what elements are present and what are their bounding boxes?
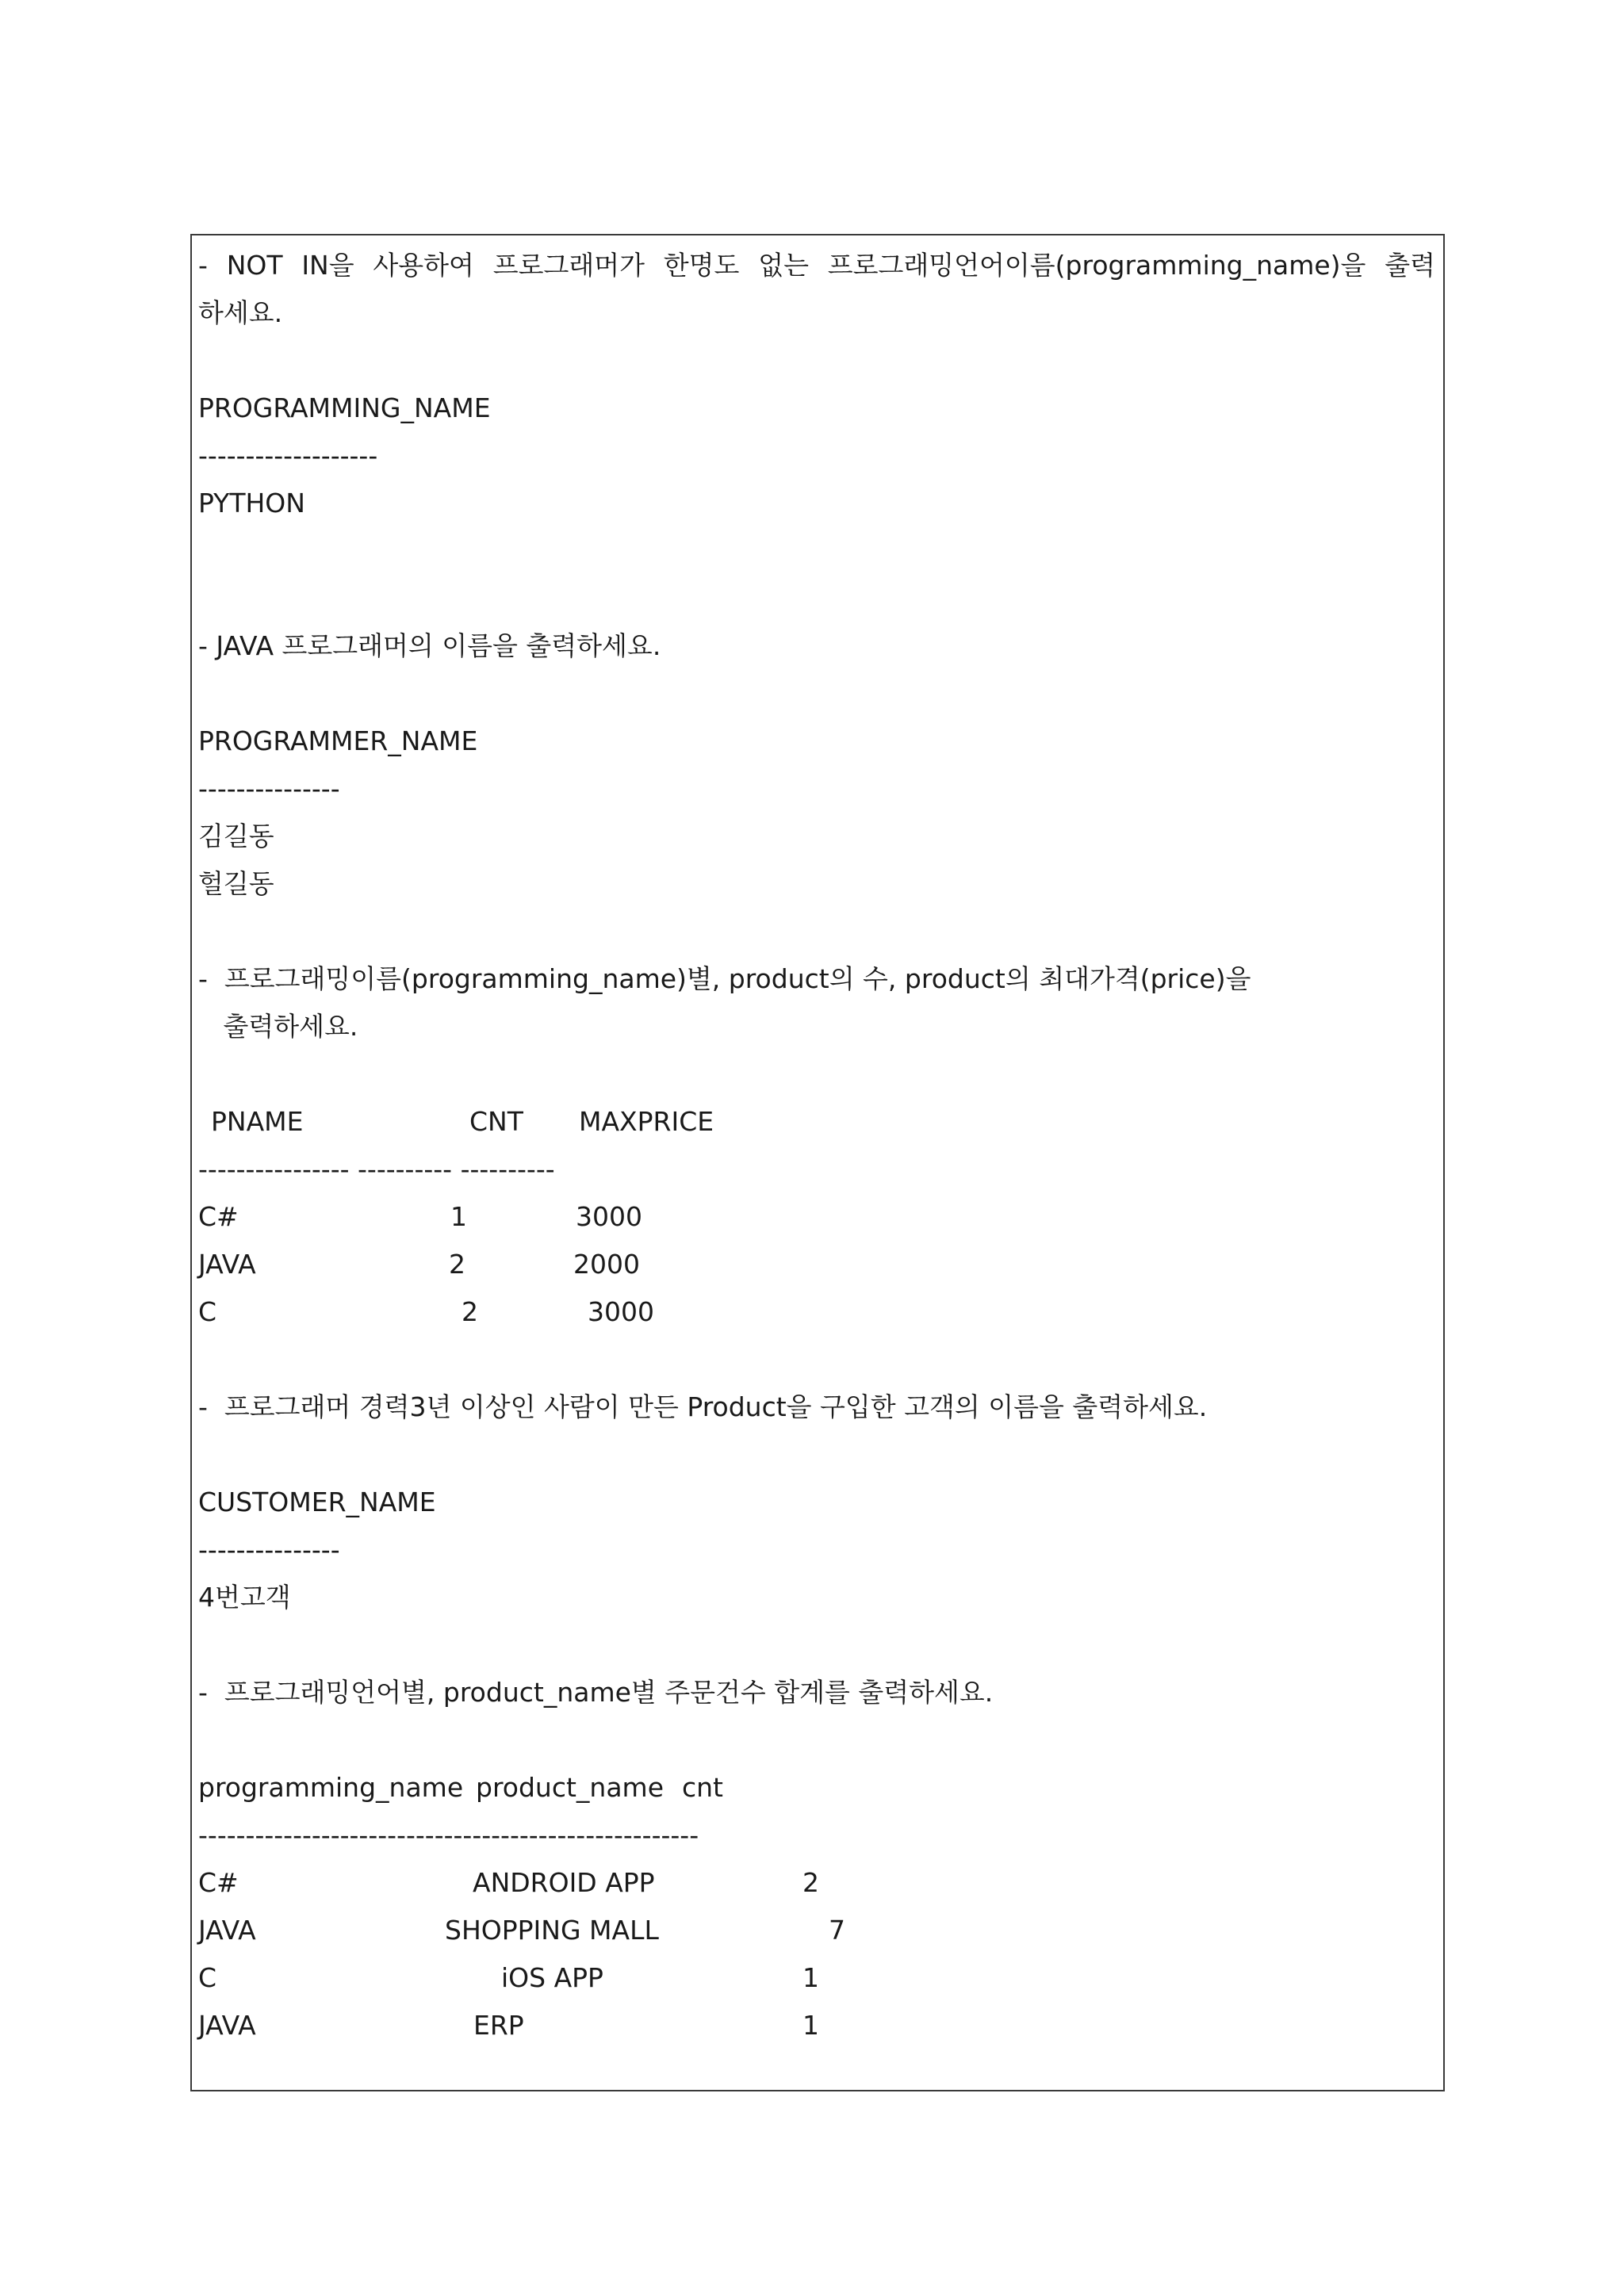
- question-3-cont: 출력하세요.: [198, 1011, 358, 1042]
- table-cell-pname: C: [198, 1296, 217, 1327]
- question-5: - 프로그래밍언어별, product_name별 주문건수 합계를 출력하세요.: [198, 1677, 994, 1708]
- table-cell-programming-name: C#: [198, 1867, 239, 1898]
- result-2-row: 김길동: [198, 821, 274, 851]
- question-1-cont: 하세요.: [198, 297, 283, 328]
- result-5-header-programming-name: programming_name: [198, 1772, 464, 1803]
- result-2-row: 헐길동: [198, 868, 274, 899]
- table-cell-maxprice: 2000: [573, 1249, 640, 1280]
- table-cell-cnt: 1: [450, 1201, 467, 1232]
- result-4-row: 4번고객: [198, 1582, 291, 1613]
- question-2: - JAVA 프로그래머의 이름을 출력하세요.: [198, 630, 661, 661]
- result-2-header: PROGRAMMER_NAME: [198, 725, 478, 756]
- table-cell-maxprice: 3000: [576, 1201, 642, 1232]
- table-cell-maxprice: 3000: [588, 1296, 654, 1327]
- table-cell-cnt: 2: [802, 1867, 819, 1898]
- result-1-divider: -------------------: [198, 440, 378, 471]
- result-1-row: PYTHON: [198, 488, 305, 519]
- result-3-header-pname: PNAME: [211, 1106, 304, 1137]
- table-cell-cnt: 2: [462, 1296, 478, 1327]
- table-cell-programming-name: JAVA: [198, 2010, 256, 2041]
- table-cell-programming-name: JAVA: [198, 1915, 256, 1946]
- table-cell-cnt: 1: [802, 1962, 819, 1993]
- result-5-divider: -----------------------------------------------------: [198, 1820, 699, 1850]
- question-4: - 프로그래머 경력3년 이상인 사람이 만든 Product을 구입한 고객의 이름을 출력하세요.: [198, 1391, 1208, 1422]
- table-cell-product-name: iOS APP: [501, 1962, 603, 1993]
- question-3: - 프로그래밍이름(programming_name)별, product의 수, product의 최대가격(price)을: [198, 963, 1251, 994]
- result-3-divider: ---------------- ---------- ----------: [198, 1154, 555, 1184]
- table-cell-programming-name: C: [198, 1962, 217, 1993]
- table-cell-cnt: 1: [802, 2010, 819, 2041]
- result-2-divider: ---------------: [198, 773, 340, 804]
- table-cell-product-name: ANDROID APP: [473, 1867, 655, 1898]
- result-4-header: CUSTOMER_NAME: [198, 1487, 436, 1517]
- table-cell-cnt: 7: [829, 1915, 845, 1946]
- result-1-header: PROGRAMMING_NAME: [198, 392, 491, 423]
- table-cell-pname: C#: [198, 1201, 239, 1232]
- table-cell-product-name: ERP: [473, 2010, 524, 2041]
- table-cell-product-name: SHOPPING MALL: [445, 1915, 659, 1946]
- table-cell-cnt: 2: [449, 1249, 465, 1280]
- result-3-header-maxprice: MAXPRICE: [579, 1106, 714, 1137]
- question-1: - NOT IN을 사용하여 프로그래머가 한명도 없는 프로그래밍언어이름(programming_name)을 출력: [198, 250, 1435, 281]
- table-cell-pname: JAVA: [198, 1249, 256, 1280]
- result-5-header-cnt: cnt: [682, 1772, 723, 1803]
- result-4-divider: ---------------: [198, 1534, 340, 1565]
- result-3-header-cnt: CNT: [469, 1106, 523, 1137]
- result-5-header-product-name: product_name: [476, 1772, 665, 1803]
